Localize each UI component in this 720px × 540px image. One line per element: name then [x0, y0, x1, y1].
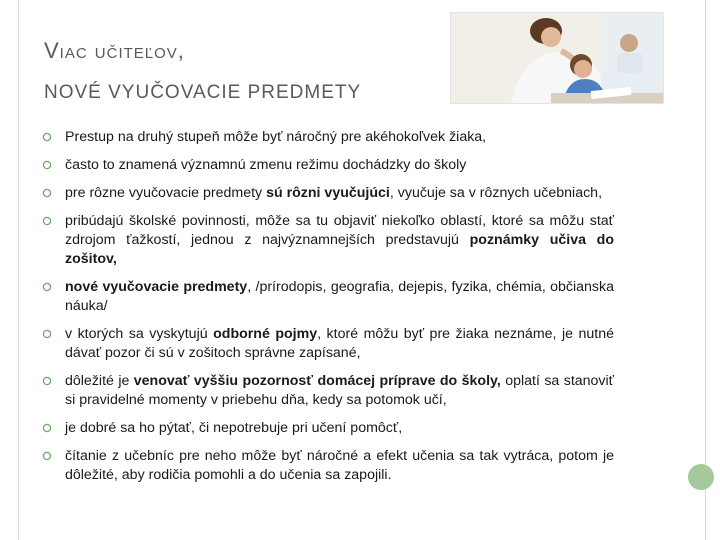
circle-bullet-icon [42, 329, 52, 339]
bullet-text-bold: venovať vyššiu pozornosť domácej príprave do školy, [133, 373, 501, 389]
bullet-text: , ktoré môžu byť pre žiaka neznáme, je nutné dávať pozor či sú v zošitoch správne zapísané, [65, 326, 614, 361]
bullet-text: pribúdajú školské povinnosti, môže sa tu objaviť niekoľko oblastí, ktoré sa môžu stať zdrojom ťažkostí, jednou z najvýznamnejších predstavujú [65, 213, 614, 248]
bullet-item [42, 156, 614, 175]
circle-bullet-icon [42, 451, 52, 461]
bullet-item [42, 372, 614, 410]
bullet-text-bold: nové vyučovacie predmety [65, 279, 248, 295]
circle-bullet-icon [42, 188, 52, 198]
slide-title-line2: NOVÉ VYUČOVACIE PREDMETY [44, 82, 362, 103]
bullet-text-bold: sú rôzni vyučujúci [266, 185, 390, 201]
bullet-item [42, 447, 614, 485]
bullet-item [42, 184, 614, 203]
bullet-text-bold: poznámky učiva do zošitov, [65, 232, 614, 267]
bullet-item [42, 278, 614, 316]
circle-bullet-icon [42, 216, 52, 226]
bullet-item [42, 128, 614, 147]
circle-bullet-icon [42, 160, 52, 170]
corner-decoration-circle [688, 464, 714, 490]
bullet-text: v ktorých sa vyskytujú [65, 326, 214, 342]
bullet-text: Prestup na druhý stupeň môže byť náročný pre akéhokoľvek žiaka, [65, 129, 487, 145]
bullet-item [42, 325, 614, 363]
bullet-text: pre rôzne vyučovacie predmety [65, 185, 267, 201]
right-border-line [705, 0, 706, 540]
bullet-text: , /prírodopis, geografia, dejepis, fyzika, chémia, občianska náuka/ [65, 279, 615, 314]
slide-title-line1: Viac učiteľov, [44, 38, 185, 63]
bullet-list [42, 128, 614, 494]
photo-illustration-icon [451, 13, 663, 103]
bullet-text-bold: odborné pojmy [213, 326, 318, 342]
circle-bullet-icon [42, 132, 52, 142]
bullet-text: často to znamená významnú zmenu režimu dochádzky do školy [65, 157, 467, 173]
teacher-helping-student-photo [450, 12, 664, 104]
left-border-line [18, 0, 19, 540]
circle-bullet-icon [42, 282, 52, 292]
bullet-item [42, 212, 614, 269]
bullet-text: oplatí sa stanoviť si pravidelné momenty v priebehu dňa, kedy sa potomok učí, [65, 373, 614, 408]
bullet-text: , vyučuje sa v rôznych učebniach, [389, 185, 603, 201]
circle-bullet-icon [42, 376, 52, 386]
bullet-item [42, 419, 614, 438]
bullet-text: je dobré sa ho pýtať, či nepotrebuje pri učení pomôcť, [65, 420, 403, 436]
circle-bullet-icon [42, 423, 52, 433]
bullet-text: dôležité je [65, 373, 134, 389]
bullet-text: čítanie z učebníc pre neho môže byť náročné a efekt učenia sa tak vytráca, potom je dôležité, aby rodičia pomohli a do učenia sa zapojili. [65, 448, 614, 483]
